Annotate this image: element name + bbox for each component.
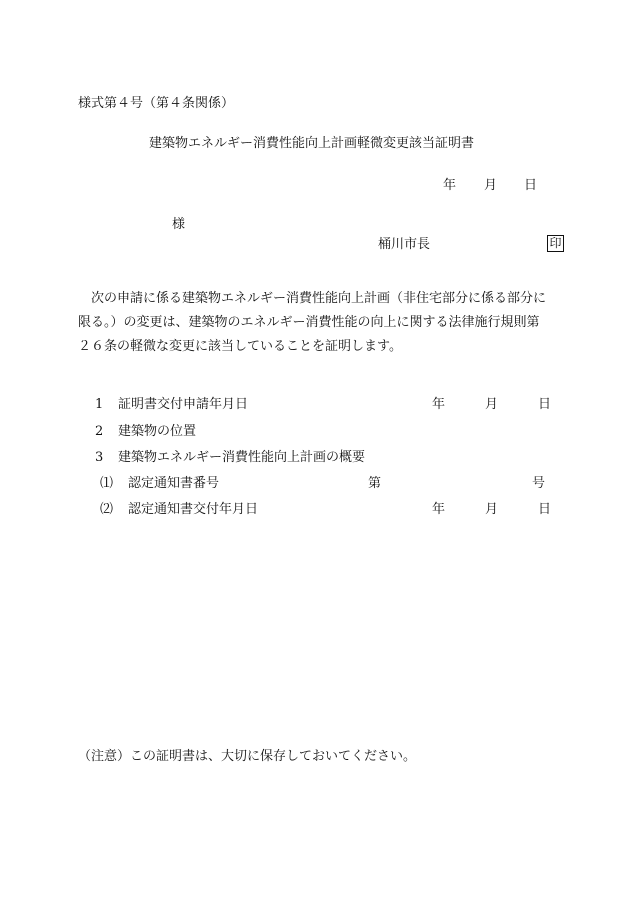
item-1-day: 日 — [538, 397, 552, 412]
date-year: 年 — [443, 178, 457, 193]
item-1-label: 証明書交付申請年月日 — [118, 397, 249, 412]
sub-2-year: 年 — [432, 502, 446, 517]
sub-2-day: 日 — [538, 502, 552, 517]
item-3-label: 建築物エネルギー消費性能向上計画の概要 — [118, 450, 366, 465]
sub-2-month: 月 — [485, 502, 499, 517]
issuer-name: 桶川市長 — [378, 237, 431, 252]
date-day: 日 — [524, 178, 538, 193]
sub-1-prefix: 第 — [368, 476, 382, 491]
item-1-number: 1 — [95, 397, 104, 412]
sub-1-suffix: 号 — [532, 476, 546, 491]
body-line: ２６条の軽微な変更に該当していることを証明します。 — [78, 339, 402, 354]
document-title: 建築物エネルギー消費性能向上計画軽微変更該当証明書 — [149, 136, 475, 151]
date-month: 月 — [484, 178, 498, 193]
seal-mark: 印 — [547, 235, 564, 252]
sub-2-label: 認定通知書交付年月日 — [128, 502, 259, 517]
item-1-month: 月 — [485, 397, 499, 412]
item-2-number: 2 — [95, 424, 104, 439]
sub-1-number: ⑴ — [100, 476, 114, 491]
sub-2-number: ⑵ — [100, 502, 114, 517]
body-line: 限る。）の変更は、建築物のエネルギー消費性能の向上に関する法律施行規則第 — [78, 315, 540, 330]
body-line: 次の申請に係る建築物エネルギー消費性能向上計画（非住宅部分に係る部分に — [78, 291, 547, 306]
item-1-year: 年 — [432, 397, 446, 412]
item-2-label: 建築物の位置 — [118, 424, 197, 439]
form-number: 様式第４号（第４条関係） — [78, 96, 235, 111]
item-3-number: 3 — [95, 450, 104, 465]
note-text: （注意）この証明書は、大切に保存しておいてください。 — [78, 749, 417, 764]
addressee-suffix: 様 — [172, 217, 186, 232]
body-text — [78, 287, 556, 359]
sub-1-label: 認定通知書番号 — [128, 476, 220, 491]
